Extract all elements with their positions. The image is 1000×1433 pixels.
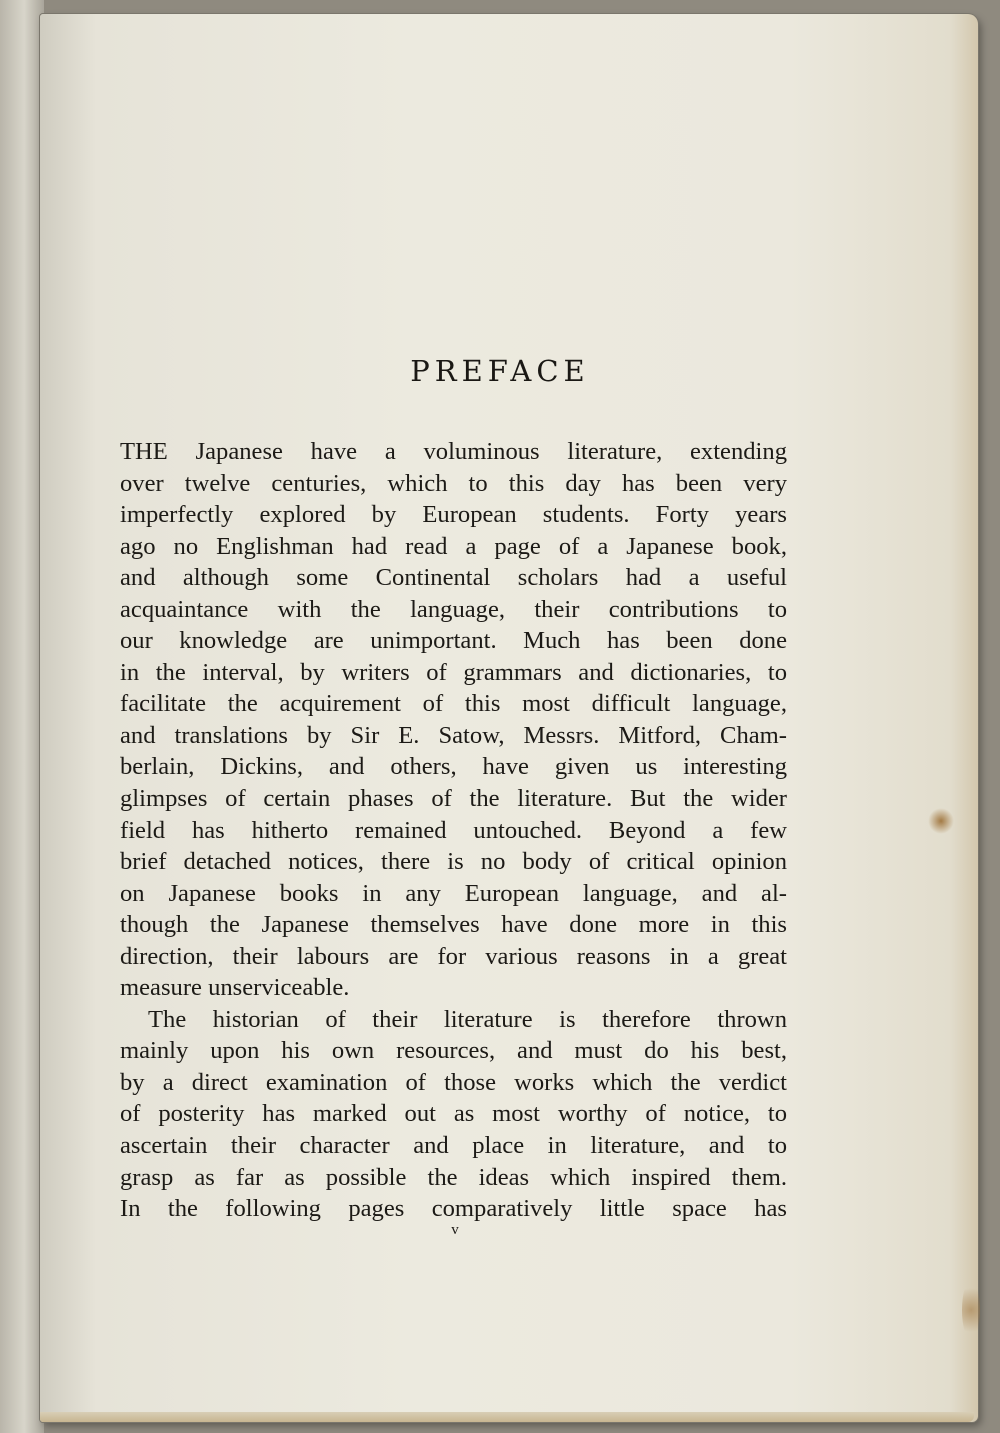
paragraph-2 xyxy=(120,1004,787,1225)
page-number: v xyxy=(451,1222,459,1238)
text-line: direction, their labours are for various reasons in a great xyxy=(120,942,787,970)
text-line: THE Japanese have a voluminous literature, extending xyxy=(120,438,787,465)
text-line: and although some Continental scholars had a useful xyxy=(120,564,787,592)
text-line: field has hitherto remained untouched. Beyond a few xyxy=(120,816,787,844)
adjacent-page-edge xyxy=(0,0,44,1433)
page-bottom-edge xyxy=(40,1412,974,1422)
text-line: over twelve centuries, which to this day has been very xyxy=(120,469,787,497)
text-line: acquaintance with the language, their contributions to xyxy=(120,595,787,623)
text-line: In the following pages comparatively little space has xyxy=(120,1195,787,1223)
text-line: measure unserviceable. xyxy=(120,974,350,1002)
text-line: and translations by Sir E. Satow, Messrs. Mitford, Cham- xyxy=(120,721,787,749)
text-line: facilitate the acquirement of this most difficult language, xyxy=(120,690,787,718)
text-line: on Japanese books in any European language, and al- xyxy=(120,879,787,907)
page-title: PREFACE xyxy=(410,354,590,388)
text-line: mainly upon his own resources, and must do his best, xyxy=(120,1037,787,1065)
text-line: berlain, Dickins, and others, have given us interesting xyxy=(120,753,787,781)
text-line: grasp as far as possible the ideas which inspired them. xyxy=(120,1163,787,1191)
text-line: ago no Englishman had read a page of a Japanese book, xyxy=(120,532,787,560)
text-line: glimpses of certain phases of the literature. But the wider xyxy=(120,785,787,813)
text-line: by a direct examination of those works which the verdict xyxy=(120,1068,787,1096)
text-line: brief detached notices, there is no body of critical opinion xyxy=(120,848,787,876)
text-line: though the Japanese themselves have done more in this xyxy=(120,911,787,939)
text-line: in the interval, by writers of grammars and dictionaries, to xyxy=(120,658,787,686)
foxing-stain xyxy=(928,808,954,834)
foxing-stain xyxy=(962,1280,980,1340)
text-line: imperfectly explored by European students. Forty years xyxy=(120,501,787,529)
text-line: our knowledge are unimportant. Much has been done xyxy=(120,627,787,655)
body-text xyxy=(120,436,787,1225)
paragraph-1 xyxy=(120,436,787,1004)
text-line: The historian of their literature is therefore thrown xyxy=(148,1005,787,1033)
text-line: ascertain their character and place in literature, and to xyxy=(120,1132,787,1160)
text-line: of posterity has marked out as most worthy of notice, to xyxy=(120,1100,787,1128)
